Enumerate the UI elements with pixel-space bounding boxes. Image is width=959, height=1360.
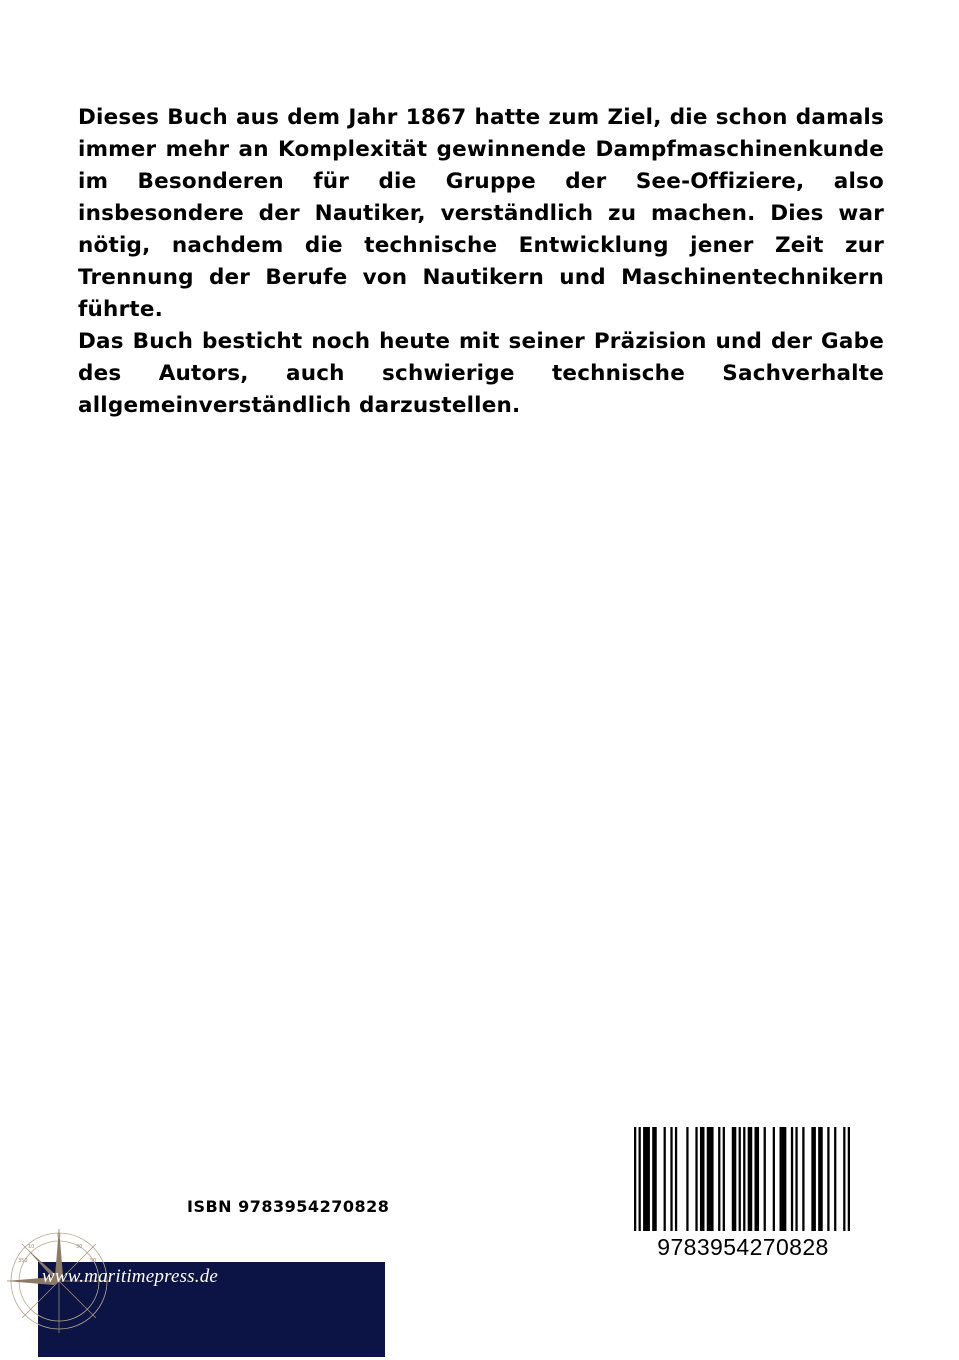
- barcode-bar: [700, 1127, 705, 1231]
- barcode-bar: [675, 1127, 677, 1231]
- barcode-bar: [748, 1127, 753, 1231]
- barcode-bar: [643, 1127, 650, 1231]
- barcode-bar: [848, 1127, 850, 1231]
- barcode-bar: [707, 1127, 714, 1231]
- barcode-bar: [811, 1127, 816, 1231]
- blurb-paragraph-2: Das Buch besticht noch heute mit seiner Präzision und der Gabe des Autors, auch schwierige technische Sachverhalte allgemeinverständlich darzustellen.: [78, 329, 884, 418]
- barcode-bar: [764, 1127, 766, 1231]
- barcode-number: 9783954270828: [657, 1234, 829, 1260]
- barcode-bar: [652, 1127, 657, 1231]
- barcode-bar: [664, 1127, 666, 1231]
- barcode-bar: [718, 1127, 720, 1231]
- barcode-bar: [827, 1127, 829, 1231]
- barcode-bar: [843, 1127, 845, 1231]
- barcode-bar: [780, 1127, 787, 1231]
- barcode-bar: [732, 1127, 737, 1231]
- svg-text:10: 10: [28, 1244, 35, 1250]
- svg-text:350: 350: [18, 1258, 28, 1264]
- barcode-bar: [773, 1127, 775, 1231]
- barcode-bar: [795, 1127, 797, 1231]
- isbn-barcode: [634, 1127, 850, 1231]
- back-cover-blurb: [78, 102, 884, 422]
- barcode-bar: [755, 1127, 760, 1231]
- svg-text:30: 30: [76, 1244, 83, 1250]
- svg-text:50: 50: [90, 1258, 97, 1264]
- barcode-bar: [695, 1127, 697, 1231]
- barcode-bar: [670, 1127, 672, 1231]
- barcode-bar: [818, 1127, 823, 1231]
- barcode-bar: [686, 1127, 688, 1231]
- isbn-label: ISBN 9783954270828: [187, 1197, 390, 1216]
- barcode-bar: [639, 1127, 641, 1231]
- publisher-url[interactable]: www.maritimepress.de: [42, 1266, 219, 1287]
- barcode-bar: [802, 1127, 804, 1231]
- barcode-bar: [834, 1127, 836, 1231]
- barcode-bar: [723, 1127, 725, 1231]
- barcode-bar: [743, 1127, 745, 1231]
- svg-text:N: N: [57, 1233, 61, 1239]
- barcode-bar: [791, 1127, 793, 1231]
- barcode-bar: [739, 1127, 741, 1231]
- barcode-bar: [634, 1127, 636, 1231]
- blurb-paragraph-1: Dieses Buch aus dem Jahr 1867 hatte zum Ziel, die schon damals immer mehr an Komplexität gewinnende Dampfmaschinenkunde im Besonderen für die Gruppe der See-Offiziere, also insbesondere der Nautiker, verständlich zu machen. Dies war nötig, nachdem die technische Entwicklung jener Zeit zur Trennung der Berufe von Nautikern und Maschinentechnikern führte.: [78, 105, 884, 322]
